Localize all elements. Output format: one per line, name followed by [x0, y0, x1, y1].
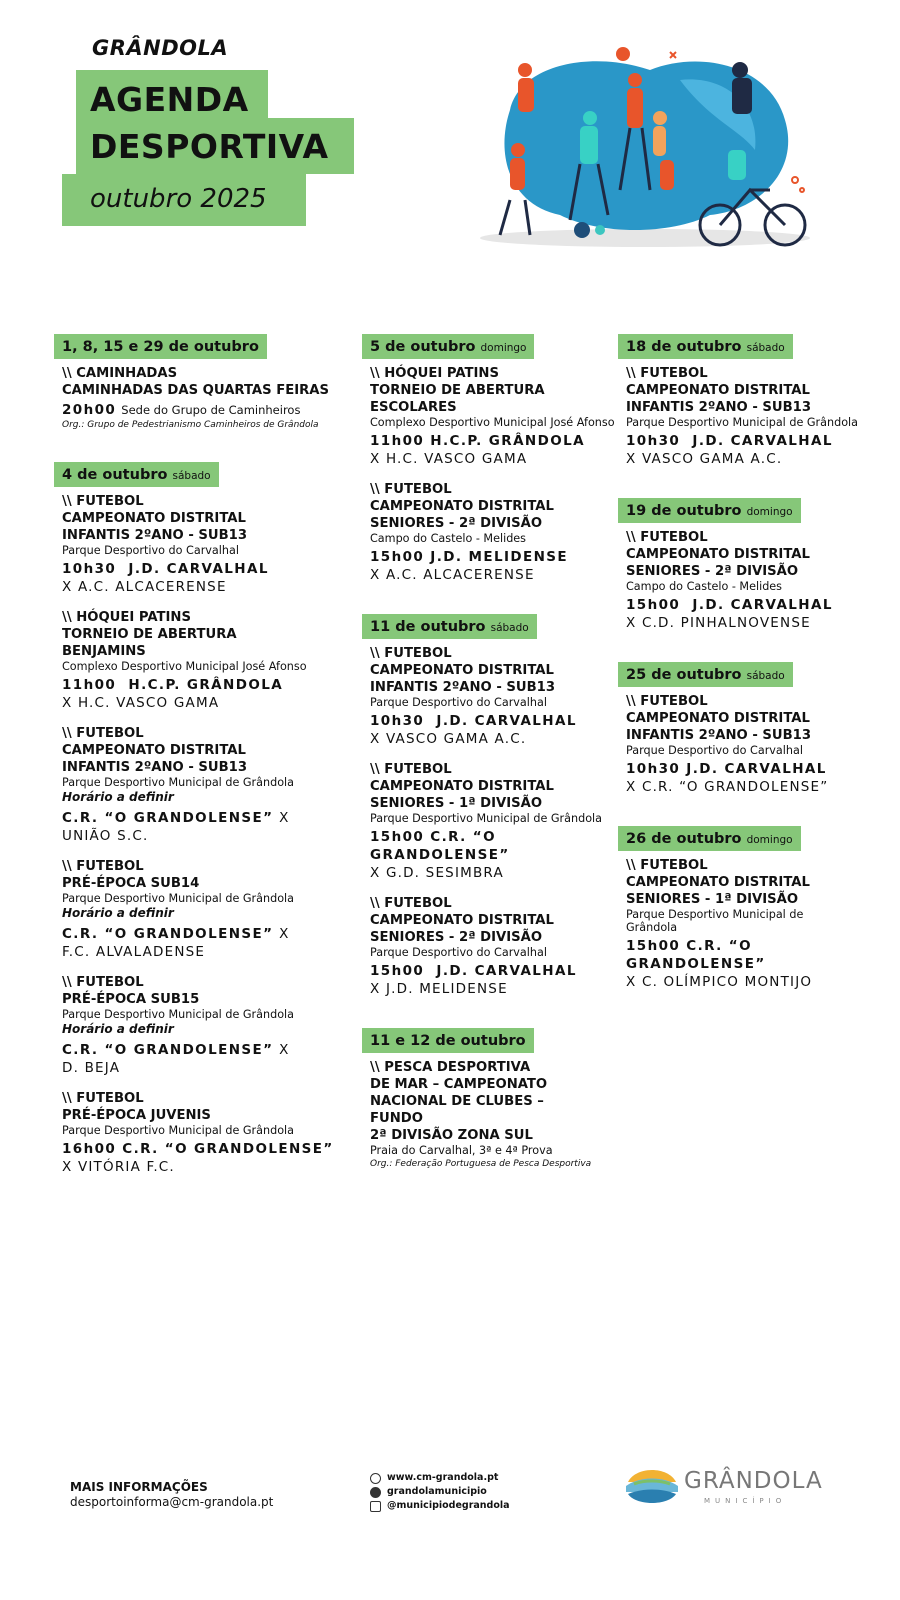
- event-sport: \\ FUTEBOL: [62, 859, 144, 874]
- event-match: [626, 937, 826, 973]
- event: [62, 609, 342, 712]
- day-group: [626, 498, 900, 632]
- event-match: [62, 809, 342, 827]
- event-home-team: C.R. “O GRANDOLENSE”: [122, 1141, 334, 1157]
- event-title: CAMINHADAS DAS QUARTAS FEIRAS: [62, 383, 330, 398]
- event-home-team: J.D. CARVALHAL: [686, 761, 827, 777]
- event: [62, 858, 342, 961]
- event-sport: \\ FUTEBOL: [626, 694, 708, 709]
- day-header: [618, 826, 801, 851]
- facebook-row: [370, 1485, 510, 1499]
- event-x: X: [273, 810, 290, 826]
- event-away-team: X VITÓRIA F.C.: [62, 1159, 175, 1175]
- event-place: Parque Desportivo do Carvalhal: [626, 744, 803, 757]
- event-match: [370, 828, 570, 864]
- event-match: [62, 560, 342, 578]
- month-label: outubro 2025: [90, 184, 267, 214]
- day-label: 1, 8, 15 e 29 de outubro: [62, 339, 259, 355]
- event-title: TORNEIO DE ABERTURA: [370, 383, 545, 398]
- event-place: Complexo Desportivo Municipal José Afonso: [62, 660, 307, 673]
- event-category: INFANTIS 2ºANO - SUB13: [62, 528, 248, 543]
- day-header: [618, 498, 801, 523]
- event-time: 10h30: [370, 713, 425, 729]
- event-time: 10h30: [62, 561, 117, 577]
- event-match: [626, 760, 900, 778]
- event-sport: \\ FUTEBOL: [370, 482, 452, 497]
- event-x: X: [273, 1042, 290, 1058]
- event-away-team: X A.C. ALCACERENSE: [370, 567, 535, 583]
- event-home-team: C.R. “O GRANDOLENSE”: [370, 829, 510, 863]
- event-title: CAMPEONATO DISTRITAL: [62, 511, 246, 526]
- event-sport: \\ HÓQUEI PATINS: [370, 366, 499, 381]
- event-place: Parque Desportivo Municipal de Grândola: [626, 416, 859, 429]
- day-group: [62, 462, 342, 1176]
- event: [62, 493, 342, 596]
- event-match: [62, 925, 342, 943]
- event-home-team: J.D. MELIDENSE: [430, 549, 569, 565]
- event-category: SENIORES - 1ª DIVISÃO: [626, 892, 799, 907]
- event-time-row: [62, 399, 342, 418]
- event-time-note: Horário a definir: [62, 906, 174, 920]
- event-match: [62, 1041, 342, 1059]
- event-category: INFANTIS 2ºANO - SUB13: [62, 760, 248, 775]
- event-sport: \\ HÓQUEI PATINS: [62, 610, 191, 625]
- weekday-label: sábado: [490, 622, 529, 634]
- event-title: CAMPEONATO DISTRITAL: [370, 779, 554, 794]
- event: [626, 693, 900, 796]
- event: [370, 895, 650, 998]
- event-title: CAMPEONATO DISTRITAL: [62, 743, 246, 758]
- event-title: CAMPEONATO DISTRITAL: [370, 913, 554, 928]
- day-group: [626, 662, 900, 796]
- event-away-team: X C.R. “O GRANDOLENSE”: [626, 779, 829, 795]
- event-time-note: Horário a definir: [62, 1022, 174, 1036]
- event-time: 11h00: [370, 433, 425, 449]
- event-away-team: X VASCO GAMA A.C.: [626, 451, 783, 467]
- event-place: Sede do Grupo de Caminheiros: [121, 403, 301, 417]
- event-category: SENIORES - 2ª DIVISÃO: [370, 930, 543, 945]
- event-home-team: C.R. “O GRANDOLENSE”: [626, 938, 766, 972]
- event-home-team: J.D. CARVALHAL: [436, 713, 577, 729]
- day-label: 25 de outubro: [626, 667, 742, 683]
- day-group: [370, 1028, 650, 1171]
- column-2: [370, 334, 650, 1201]
- day-header: [362, 1028, 534, 1053]
- event-time: 10h30: [626, 761, 681, 777]
- event-home-team: H.C.P. GRÂNDOLA: [128, 677, 284, 693]
- day-label: 11 de outubro: [370, 619, 486, 635]
- event: [370, 645, 650, 748]
- event: [370, 365, 650, 468]
- instagram-icon: [370, 1501, 381, 1512]
- event-time: 15h00: [370, 963, 425, 979]
- event-place: Parque Desportivo do Carvalhal: [370, 946, 547, 959]
- title-line-2: DESPORTIVA: [90, 127, 329, 166]
- event-home-team: C.R. “O GRANDOLENSE”: [62, 810, 274, 826]
- event-match: [626, 432, 900, 450]
- title-line-1: AGENDA: [90, 80, 249, 119]
- event-time: 16h00: [62, 1141, 117, 1157]
- sports-illustration: [470, 40, 820, 255]
- event-home-team: J.D. CARVALHAL: [128, 561, 269, 577]
- event-time: 15h00: [626, 938, 681, 954]
- event-x: X: [273, 926, 290, 942]
- day-header: [362, 334, 534, 359]
- weekday-label: sábado: [746, 342, 785, 354]
- city-label: GRÂNDOLA: [92, 36, 229, 60]
- event-time: 15h00: [370, 829, 425, 845]
- event-place: Parque Desportivo Municipal de Grândola: [62, 776, 295, 789]
- event-place: Parque Desportivo do Carvalhal: [370, 696, 547, 709]
- event: [370, 761, 650, 882]
- event-place: Campo do Castelo - Melides: [626, 580, 783, 593]
- website-link[interactable]: www.cm-grandola.pt: [387, 1472, 499, 1483]
- event-org: Org.: Grupo de Pedestrianismo Caminheiros de Grândola: [62, 420, 319, 430]
- municipality-logo: [624, 1462, 824, 1510]
- event-sport: \\ CAMINHADAS: [62, 366, 178, 381]
- day-label: 11 e 12 de outubro: [370, 1033, 526, 1049]
- event-home-team: J.D. CARVALHAL: [436, 963, 577, 979]
- day-header: [54, 462, 219, 487]
- day-label: 18 de outubro: [626, 339, 742, 355]
- event-category: INFANTIS 2ºANO - SUB13: [370, 680, 556, 695]
- event-time: 15h00: [370, 549, 425, 565]
- event-away-team: X C.D. PINHALNOVENSE: [626, 615, 811, 631]
- event: [626, 529, 900, 632]
- event: [62, 365, 342, 432]
- event-sport: \\ FUTEBOL: [626, 366, 708, 381]
- day-group: [370, 334, 650, 584]
- logo-name: GRÂNDOLA: [684, 1468, 823, 1494]
- event-sport: \\ FUTEBOL: [626, 530, 708, 545]
- globe-icon: [370, 1473, 381, 1484]
- weekday-label: domingo: [746, 834, 793, 846]
- website-row: [370, 1471, 510, 1485]
- event-category: BENJAMINS: [62, 644, 146, 659]
- event-sport: \\ FUTEBOL: [62, 726, 144, 741]
- logo-mark-icon: [624, 1462, 680, 1508]
- event-home-team: C.R. “O GRANDOLENSE”: [62, 926, 274, 942]
- event-sport: \\ FUTEBOL: [370, 646, 452, 661]
- event-category: SENIORES - 1ª DIVISÃO: [370, 796, 543, 811]
- event-sport: \\ FUTEBOL: [370, 896, 452, 911]
- event-title-cont: NACIONAL DE CLUBES –: [370, 1094, 544, 1109]
- event-place: Praia do Carvalhal, 3ª e 4ª Prova: [370, 1144, 553, 1157]
- day-label: 26 de outubro: [626, 831, 742, 847]
- event-home-team: C.R. “O GRANDOLENSE”: [62, 1042, 274, 1058]
- event-title: CAMPEONATO DISTRITAL: [626, 711, 810, 726]
- event-category: INFANTIS 2ºANO - SUB13: [626, 400, 812, 415]
- info-label: MAIS INFORMAÇÕES: [70, 1480, 208, 1494]
- event-match: [370, 548, 650, 566]
- event-place: Parque Desportivo Municipal de Grândola: [626, 908, 804, 934]
- event-time: 15h00: [626, 597, 681, 613]
- event: [370, 481, 650, 584]
- event-title: CAMPEONATO DISTRITAL: [626, 547, 810, 562]
- event-title: CAMPEONATO DISTRITAL: [370, 663, 554, 678]
- event-title: PRÉ-ÉPOCA SUB14: [62, 876, 200, 891]
- weekday-label: sábado: [172, 470, 211, 482]
- event-home-team: J.D. CARVALHAL: [692, 433, 833, 449]
- event-away-team: X G.D. SESIMBRA: [370, 865, 504, 881]
- event-category: SENIORES - 2ª DIVISÃO: [626, 564, 799, 579]
- event-place: Complexo Desportivo Municipal José Afonso: [370, 416, 615, 429]
- event-away-team: X H.C. VASCO GAMA: [62, 695, 220, 711]
- event-place: Parque Desportivo Municipal de Grândola: [370, 812, 603, 825]
- event-time-note: Horário a definir: [62, 790, 174, 804]
- day-group: [626, 826, 900, 991]
- weekday-label: sábado: [746, 670, 785, 682]
- event-sport: \\ PESCA DESPORTIVA: [370, 1060, 531, 1075]
- event-place: Parque Desportivo do Carvalhal: [62, 544, 239, 557]
- facebook-icon: [370, 1487, 381, 1498]
- weekday-label: domingo: [480, 342, 527, 354]
- event-away-team: X H.C. VASCO GAMA: [370, 451, 528, 467]
- event-match: [62, 1140, 342, 1158]
- event-sport: \\ FUTEBOL: [370, 762, 452, 777]
- event-away-team: D. BEJA: [62, 1060, 121, 1076]
- event: [626, 365, 900, 468]
- event: [62, 1090, 342, 1176]
- event-match: [370, 712, 650, 730]
- event-category: SENIORES - 2ª DIVISÃO: [370, 516, 543, 531]
- day-label: 4 de outubro: [62, 467, 168, 483]
- event: [62, 974, 342, 1077]
- event-time: 11h00: [62, 677, 117, 693]
- event-title: CAMPEONATO DISTRITAL: [626, 383, 810, 398]
- event-away-team: X C. OLÍMPICO MONTIJO: [626, 974, 813, 990]
- social-links: [370, 1471, 510, 1513]
- column-1: [62, 334, 342, 1206]
- event-title: PRÉ-ÉPOCA JUVENIS: [62, 1108, 211, 1123]
- column-3: [626, 334, 900, 1021]
- event-place: Parque Desportivo Municipal de Grândola: [62, 1124, 295, 1137]
- day-group: [62, 334, 342, 432]
- facebook-link[interactable]: grandolamunicipio: [387, 1486, 487, 1497]
- event-title: CAMPEONATO DISTRITAL: [626, 875, 810, 890]
- event-title: PRÉ-ÉPOCA SUB15: [62, 992, 200, 1007]
- event-sport: \\ FUTEBOL: [62, 1091, 144, 1106]
- event-match: [62, 676, 342, 694]
- event-place: Campo do Castelo - Melides: [370, 532, 527, 545]
- logo-subtitle: MUNICÍPIO: [704, 1497, 787, 1505]
- event: [370, 1059, 650, 1171]
- event-time: 10h30: [626, 433, 681, 449]
- day-header: [618, 662, 793, 687]
- event-match: [370, 962, 650, 980]
- event-sport: \\ FUTEBOL: [626, 858, 708, 873]
- event-time: 20h00: [62, 402, 117, 418]
- event-category: INFANTIS 2ºANO - SUB13: [626, 728, 812, 743]
- day-label: 5 de outubro: [370, 339, 476, 355]
- event-match: [370, 432, 650, 450]
- event-org: Org.: Federação Portuguesa de Pesca Desportiva: [370, 1159, 592, 1169]
- event-match: [626, 596, 900, 614]
- day-header: [618, 334, 793, 359]
- instagram-link[interactable]: @municipiodegrandola: [387, 1500, 510, 1511]
- event-sport: \\ FUTEBOL: [62, 494, 144, 509]
- event-home-team: H.C.P. GRÂNDOLA: [430, 433, 585, 449]
- event-away-team: UNIÃO S.C.: [62, 828, 149, 844]
- event-away-team: X A.C. ALCACERENSE: [62, 579, 227, 595]
- weekday-label: domingo: [746, 506, 793, 518]
- event-home-team: J.D. CARVALHAL: [692, 597, 833, 613]
- event-category: 2ª DIVISÃO ZONA SUL: [370, 1128, 533, 1143]
- event-away-team: F.C. ALVALADENSE: [62, 944, 206, 960]
- day-header: [54, 334, 267, 359]
- event-place: Parque Desportivo Municipal de Grândola: [62, 1008, 295, 1021]
- event-title-cont: FUNDO: [370, 1111, 423, 1126]
- day-header: [362, 614, 537, 639]
- event-title: DE MAR – CAMPEONATO: [370, 1077, 548, 1092]
- event-title: CAMPEONATO DISTRITAL: [370, 499, 554, 514]
- info-email-link[interactable]: desportoinforma@cm-grandola.pt: [70, 1495, 274, 1509]
- event: [62, 725, 342, 845]
- event-place: Parque Desportivo Municipal de Grândola: [62, 892, 295, 905]
- footer-info: [70, 1480, 273, 1510]
- event-away-team: X VASCO GAMA A.C.: [370, 731, 527, 747]
- event: [626, 857, 900, 991]
- event-category: ESCOLARES: [370, 400, 457, 415]
- instagram-row: [370, 1499, 510, 1513]
- event-sport: \\ FUTEBOL: [62, 975, 144, 990]
- event-title: TORNEIO DE ABERTURA: [62, 627, 237, 642]
- day-group: [370, 614, 650, 998]
- day-group: [626, 334, 900, 468]
- event-away-team: X J.D. MELIDENSE: [370, 981, 508, 997]
- day-label: 19 de outubro: [626, 503, 742, 519]
